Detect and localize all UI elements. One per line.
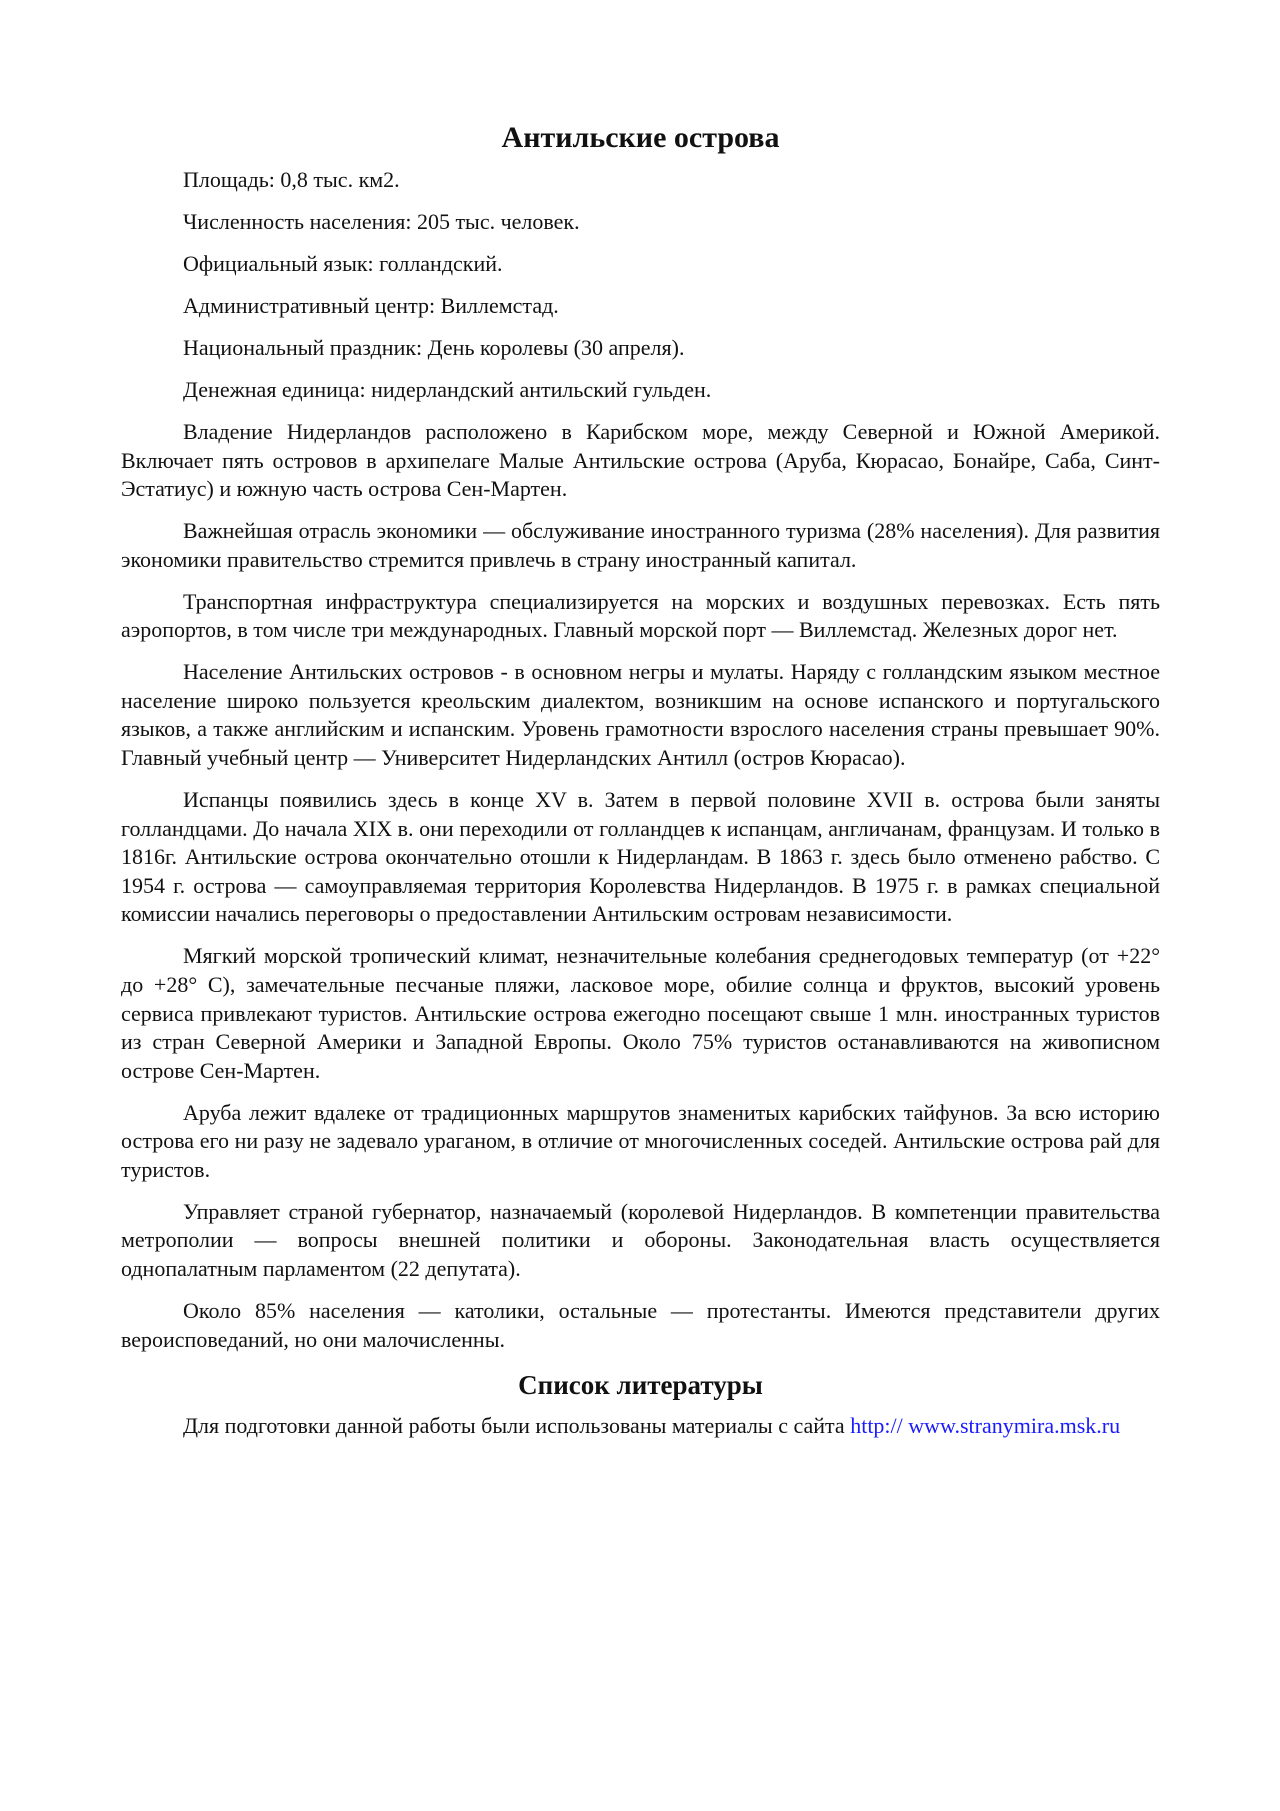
paragraph: Транспортная инфраструктура специализируется на морских и воздушных перевозках. Есть пять аэропортов, в том числе три международных. Главный морской порт — Виллемстад. Железных дорог нет. <box>121 588 1160 643</box>
fact-language: Официальный язык: голландский. <box>183 250 503 276</box>
paragraph: Аруба лежит вдалеке от традиционных маршрутов знаменитых карибских тайфунов. За всю историю острова его ни разу не задевало ураганом, в отличие от многочисленных соседей. Антильские острова рай для туристов. <box>121 1099 1160 1182</box>
fact-currency: Денежная единица: нидерландский антильский гульден. <box>183 376 712 402</box>
paragraph: Управляет страной губернатор, назначаемый (королевой Нидерландов. В компетенции правительства метрополии — вопросы внешней политики и обороны. Законодательная власть осуществляется однопалатным парламентом (22 депутата). <box>121 1198 1160 1282</box>
references-heading: Список литературы <box>518 1369 763 1400</box>
fact-area: Площадь: 0,8 тыс. км2. <box>183 167 400 192</box>
paragraph: Испанцы появились здесь в конце XV в. Затем в первой половине XVII в. острова были заняты голландцами. До начала XIX в. они переходили от голландцев к испанцам, англичанам, французам. И только в 1816г. Антильские острова окончательно отошли к Нидерландам. В 1863 г. здесь было отменено рабство. С 1954 г. острова — самоуправляемая территория Королевства Нидерландов. В 1975 г. в рамках специальной комиссии начались переговоры о предоставлении Антильским островам независимости. <box>121 787 1160 927</box>
paragraph: Население Антильских островов - в основном негры и мулаты. Наряду с голландским языком местное население широко пользуется креольским диалектом, возникшим на основе испанского и португальского языков, а также английским и испанским. Уровень грамотности взрослого населения страны превышает 90%. Главный учебный центр — Университет Нидерландских Антилл (остров Кюрасао). <box>121 659 1160 771</box>
paragraph: Владение Нидерландов расположено в Карибском море, между Северной и Южной Америкой. Включает пять островов в архипелаге Малые Антильские острова (Аруба, Кюрасао, Бонайре, Саба, Синт-Эстатиус) и южную часть острова Сен-Мартен. <box>121 418 1160 502</box>
fact-holiday: Национальный праздник: День королевы (30 апреля). <box>183 334 685 360</box>
paragraph: Важнейшая отрасль экономики — обслуживание иностранного туризма (28% населения). Для развития экономики правительство стремится привлечь в страну иностранный капитал. <box>121 518 1160 572</box>
fact-population: Численность населения: 205 тыс. человек. <box>183 208 580 234</box>
references-text: Для подготовки данной работы были использованы материалы с сайта <box>183 1412 851 1438</box>
document-page <box>121 120 1160 1454</box>
facts-list <box>121 166 1160 405</box>
document-title: Антильские острова <box>501 121 780 154</box>
fact-capital: Административный центр: Виллемстад. <box>183 292 559 318</box>
source-link[interactable]: http:// www.stranymira.msk.ru <box>850 1412 1121 1438</box>
paragraph: Мягкий морской тропический климат, незначительные колебания среднегодовых температур (от +22° до +28° С), замечательные песчаные пляжи, ласковое море, обилие солнца и фруктов, высокий уровень сервиса привлекают туристов. Антильские острова ежегодно посещают свыше 1 млн. иностранных туристов из стран Северной Америки и Западной Европы. Около 75% туристов останавливаются на живописном острове Сен-Мартен. <box>121 943 1160 1083</box>
references-paragraph <box>121 1412 1160 1441</box>
paragraph: Около 85% населения — католики, остальные — протестанты. Имеются представители других вероисповеданий, но они малочисленны. <box>121 1298 1160 1352</box>
